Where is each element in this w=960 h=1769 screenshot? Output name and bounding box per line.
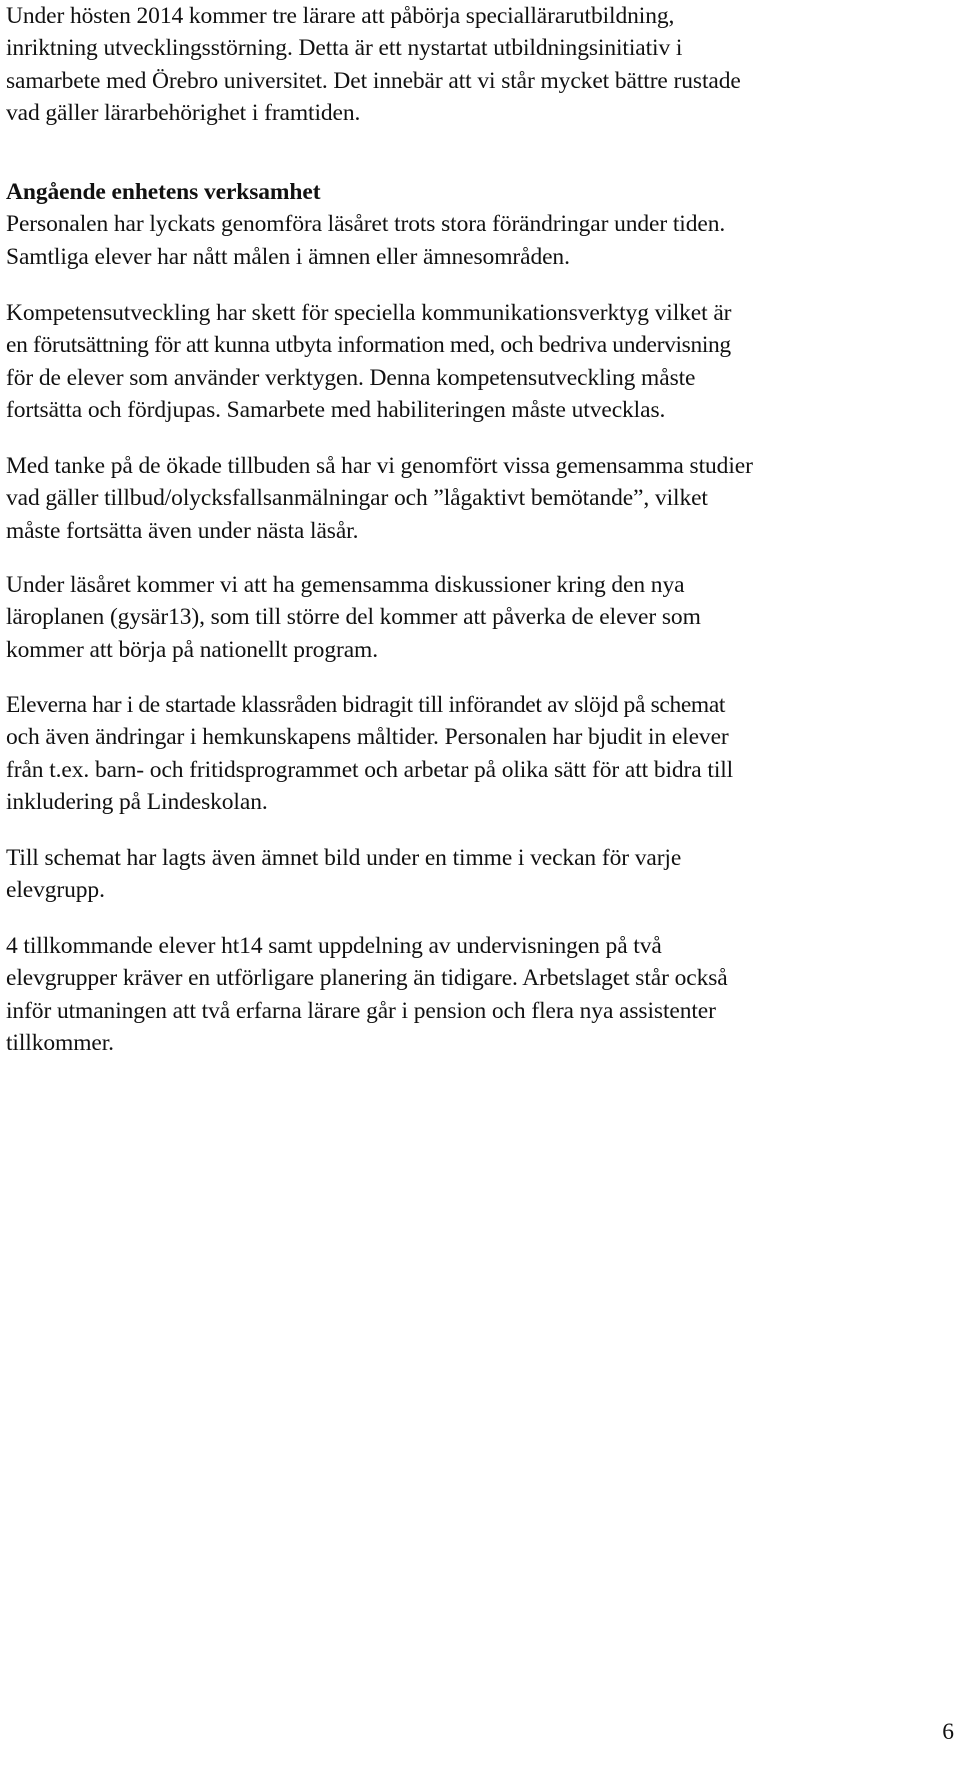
- text-line: och även ändringar i hemkunskapens måltider. Personalen har bjudit in elever: [6, 724, 729, 751]
- text-line: för de elever som använder verktygen. Denna kompetensutveckling måste: [6, 364, 696, 391]
- text-line: elevgrupper kräver en utförligare planering än tidigare. Arbetslaget står också: [6, 965, 728, 992]
- text-line: kommer att börja på nationellt program.: [6, 636, 378, 663]
- paragraph-new-students: [6, 930, 728, 1060]
- text-line: Personalen har lyckats genomföra läsåret trots stora förändringar under tiden.: [6, 211, 726, 238]
- text-line: tillkommer.: [6, 1030, 114, 1057]
- section-heading: Angående enhetens verksamhet: [6, 179, 321, 205]
- paragraph-incidents: [6, 450, 753, 547]
- text-line: Till schemat har lagts även ämnet bild under en timme i veckan för varje: [6, 845, 682, 871]
- text-line: Med tanke på de ökade tillbuden så har vi genomfört vissa gemensamma studier: [6, 453, 753, 479]
- text-line: 4 tillkommande elever ht14 samt uppdelning av undervisningen på två: [6, 933, 662, 959]
- text-line: Kompetensutveckling har skett för speciella kommunikationsverktyg vilket är: [6, 300, 732, 326]
- text-line: inriktning utvecklingsstörning. Detta är ett nystartat utbildningsinitiativ i: [6, 35, 683, 62]
- text-line: vad gäller tillbud/olycksfallsanmälningar och ”lågaktivt bemötande”, vilket: [6, 485, 708, 512]
- text-line: från t.ex. barn- och fritidsprogrammet och arbetar på olika sätt för att bidra till: [6, 756, 734, 783]
- paragraph-art-subject: [6, 842, 681, 907]
- text-line: samarbete med Örebro universitet. Det innebär att vi står mycket bättre rustade: [6, 67, 741, 94]
- text-line: fortsätta och fördjupas. Samarbete med habiliteringen måste utvecklas.: [6, 397, 666, 424]
- paragraph-specialteacher-training: [6, 0, 741, 130]
- text-line: vad gäller lärarbehörighet i framtiden.: [6, 100, 361, 127]
- paragraph-class-councils: [6, 689, 733, 819]
- paragraph-curriculum: [6, 569, 701, 666]
- text-line: inför utmaningen att två erfarna lärare går i pension och flera nya assistenter: [6, 997, 716, 1024]
- paragraph-competence-development: [6, 297, 731, 427]
- paragraph-unit-activities: [6, 176, 725, 273]
- text-line: elevgrupp.: [6, 877, 105, 904]
- text-line: inkludering på Lindeskolan.: [6, 789, 268, 816]
- text-line: Under hösten 2014 kommer tre lärare att påbörja speciallärarutbildning,: [6, 3, 675, 29]
- text-line: en förutsättning för att kunna utbyta information med, och bedriva undervisning: [6, 332, 731, 359]
- page-number: 6: [942, 1719, 954, 1745]
- text-line: läroplanen (gysär13), som till större del kommer att påverka de elever som: [6, 604, 701, 631]
- text-line: Eleverna har i de startade klassråden bidragit till införandet av slöjd på schemat: [6, 692, 726, 718]
- text-line: Samtliga elever har nått målen i ämnen eller ämnesområden.: [6, 243, 570, 270]
- text-line: måste fortsätta även under nästa läsår.: [6, 517, 359, 544]
- text-line: Under läsåret kommer vi att ha gemensamma diskussioner kring den nya: [6, 572, 685, 598]
